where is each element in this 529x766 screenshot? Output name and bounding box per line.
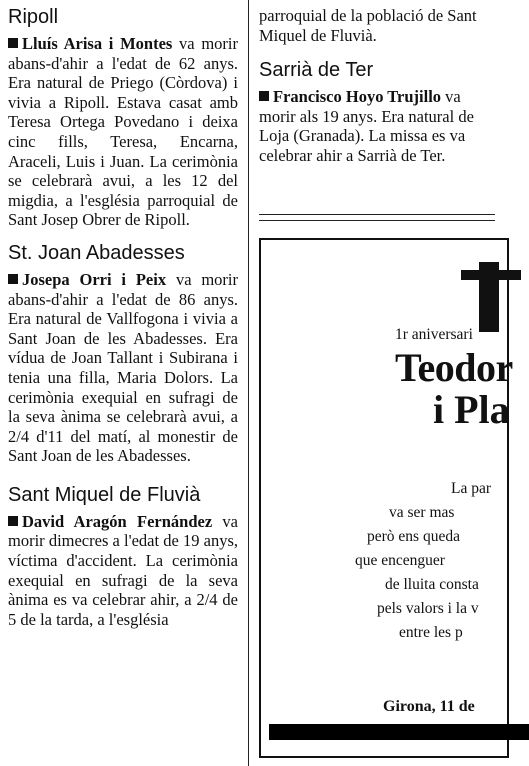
column-divider (248, 0, 249, 766)
obituary-text (259, 87, 495, 165)
obituary-ripoll (8, 6, 238, 230)
obituary-body: va morir dimecres a l'edat de 19 anys, víctima d'accident. La cerimònia exequial en sufragi de la seva ànima es va celebrar ahir, a 2/4 de 5 de la tarda, a l'església (8, 511, 238, 629)
obituary-text (8, 512, 238, 630)
right-top-notices (259, 6, 495, 166)
anniversary-label: 1r aniversari (395, 326, 473, 343)
obituary-body: va morir als 19 anys. Era natural de Loja (Granada). La missa es va celebrar ahir a Sarrià de Ter. (259, 87, 474, 165)
memorial-text-line: però ens queda (367, 528, 460, 545)
bullet-icon (259, 91, 269, 101)
obituary-text (8, 34, 238, 230)
deceased-name: Josepa Orri i Peix (22, 269, 167, 289)
bullet-icon (8, 38, 18, 48)
memorial-name-line1: Teodor (395, 345, 513, 390)
continuation-text: parroquial de la població de Sant Miquel de Fluvià. (259, 6, 477, 45)
left-column (8, 0, 238, 629)
town-heading: St. Joan Abadesses (8, 241, 185, 264)
town-heading: Ripoll (8, 6, 59, 28)
obituary-st-joan (8, 242, 238, 466)
right-column (259, 0, 495, 166)
memorial-text-line: La par (451, 480, 492, 497)
memorial-text-line: pels valors i la v (377, 600, 479, 617)
memorial-text-line: entre les p (399, 624, 463, 641)
bullet-icon (8, 516, 18, 526)
memorial-text-line: que encenguer (355, 552, 445, 569)
memorial-text-line: va ser mas (389, 504, 455, 521)
memorial-text-line: de lluita consta (385, 576, 479, 593)
memorial-bottom-bar (269, 724, 529, 740)
obituary-body: va morir abans-d'ahir a l'edat de 62 anys. Era natural de Priego (Còrdova) i vivia a Ripoll. Estava casat amb Teresa Ortega Povedano i deixa cinc fills, Teresa, Encarna, Araceli, Luis i Juan. La cerimònia se celebrarà avui, a les 12 del migdia, a l'església parroquial de Sant Josep Obrer de Ripoll. (8, 34, 238, 230)
deceased-name: Francisco Hoyo Trujillo (273, 87, 442, 107)
memorial-date: Girona, 11 de (383, 698, 475, 715)
separator-line (259, 214, 495, 215)
obituary-sant-miquel (8, 484, 238, 630)
deceased-name: Lluís Arisa i Montes (22, 34, 173, 53)
obituary-text (8, 270, 238, 466)
cross-icon-bar (461, 270, 521, 280)
memorial-name-line2: i Pla (433, 387, 510, 432)
town-heading: Sarrià de Ter (259, 59, 374, 82)
memorial-notice (259, 238, 513, 758)
separator-line (259, 220, 495, 221)
town-heading: Sant Miquel de Fluvià (8, 483, 201, 506)
bullet-icon (8, 274, 18, 284)
obituary-body: va morir abans-d'ahir a l'edat de 86 anys. Era natural de Vallfogona i vivia a Sant Joan de les Abadesses. Era vídua de Joan Tallant i Subirana i tenia una filla, Maria Dolors. La cerimònia exequial en sufragi de la seva ànima se celebrarà avui, a 2/4 d'11 del matí, al monestir de Sant Joan de les Abadesses. (8, 269, 239, 466)
deceased-name: David Aragón Fernández (22, 511, 213, 531)
